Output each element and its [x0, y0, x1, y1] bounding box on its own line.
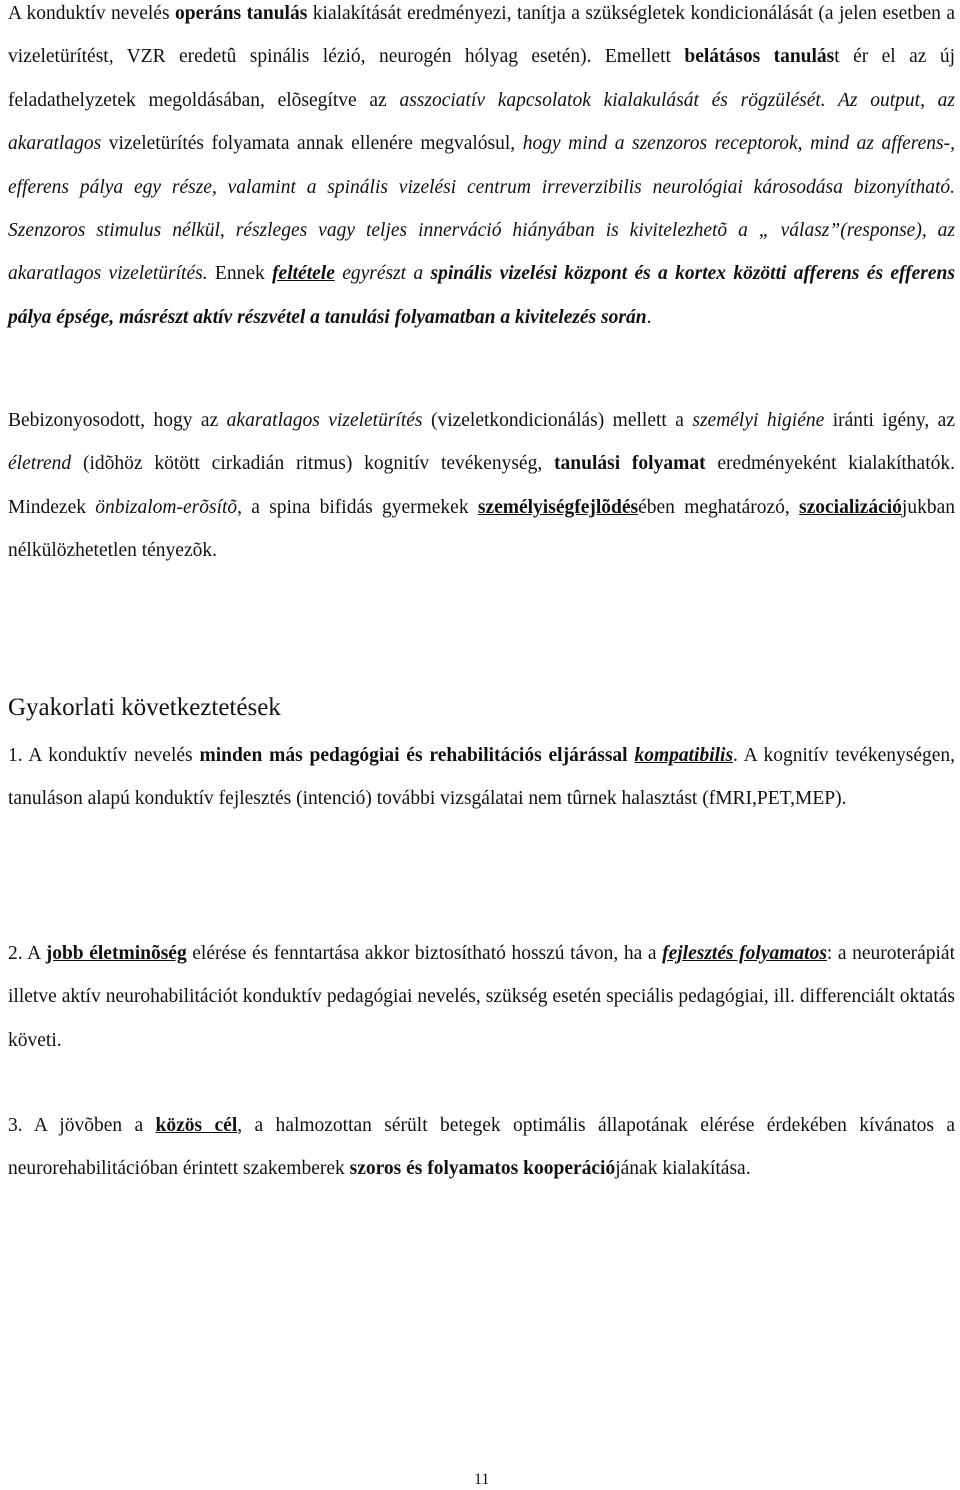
page-number: 11: [474, 1471, 490, 1488]
text-run: vizeletürítés folyamata annak ellenére megvalósul,: [101, 133, 523, 155]
italic-text: önbizalom-erõsítõ: [95, 496, 238, 518]
text-run: eredményeként kialakíthatók. Mindezek: [8, 453, 955, 518]
text-run: iránti igény, az: [824, 410, 955, 431]
bold-term: tanulási folyamat: [554, 453, 706, 475]
text-run: . A kognitív tevékenységen, tanuláson alapú konduktív fejlesztés (intenció) további vizsgálatai nem tûrnek halasztást (fMRI,PET,MEP).: [8, 745, 956, 810]
text-run: Bebizonyosodott, hogy az: [8, 410, 227, 431]
text-run: , a halmozottan sérült betegek optimális állapotának elérése érdekében kívánatos a neurorehabilitációban érintett szakemberek: [8, 1115, 955, 1180]
bold-underlined-term: szocializáció: [799, 496, 902, 518]
text-run: 3. A jövõben a: [8, 1115, 156, 1136]
text-run: 1. A konduktív nevelés: [8, 745, 200, 766]
bold-italic-text: spinális vizelési központ és a kortex közötti afferens és efferens pálya épsége, másrészt aktív részvétel a tanulási folyamatban a kivitelezés során: [8, 263, 955, 328]
paragraph-conductive-education: [8, 0, 955, 339]
bold-italic-underlined-term: fejlesztés folyamatos: [662, 943, 827, 964]
text-run: (idõhöz kötött cirkadián ritmus) kognitív tevékenység,: [71, 453, 555, 475]
paragraph-findings: [8, 399, 955, 573]
bold-underlined-term: jobb életminõség: [45, 943, 187, 964]
conclusion-item-3: [8, 1104, 955, 1191]
bold-term: belátásos tanulás: [684, 46, 835, 68]
text-run: kialakítását eredményezi, tanítja a szükségletek kondicionálását (a jelen esetben a vizeletürítést, VZR eredetû spinális lézió, neurogén hólyag esetén). Emellett: [8, 3, 955, 68]
bold-term: minden más pedagógiai és rehabilitációs eljárással: [199, 745, 628, 766]
conclusion-item-1: [8, 734, 955, 821]
text-run: t ér el az új feladathelyzetek megoldásában, elõsegítve az: [8, 46, 955, 111]
text-run: jának kialakítása.: [615, 1158, 751, 1180]
text-run: elérése és fenntartása akkor biztosítható hosszú távon, ha a: [186, 943, 663, 964]
conclusion-item-2: [8, 932, 955, 1062]
italic-text: akaratlagos vizeletürítés: [226, 410, 423, 431]
text-run: , a spina bifidás gyermekek: [237, 496, 478, 518]
bold-term: operáns tanulás: [175, 3, 308, 24]
text-run: 2. A: [8, 943, 46, 964]
bold-term: szoros és folyamatos kooperáció: [349, 1158, 616, 1180]
text-run: ében meghatározó,: [638, 496, 800, 518]
section-heading: Gyakorlati következtetések: [8, 694, 281, 721]
text-run: : a neuroterápiát illetve aktív neurohabilitációt konduktív pedagógiai nevelés, szükség esetén speciális pedagógiai, ill. differenciált oktatás követi.: [8, 943, 955, 1051]
bold-underlined-term: személyiségfejlõdés: [477, 496, 639, 518]
text-run: (vizeletkondicionálás) mellett a: [422, 410, 693, 431]
text-run: .: [646, 306, 652, 328]
document-page: [8, 0, 955, 1490]
italic-text: személyi higiéne: [692, 410, 825, 431]
bold-underlined-term: közös cél: [155, 1115, 238, 1136]
italic-text: egyrészt a: [342, 263, 431, 285]
italic-text: életrend: [8, 453, 72, 475]
bold-italic-underlined-term: feltétele: [272, 263, 335, 285]
italic-text: asszociatív kapcsolatok kialakulását és rögzülését. Az output, az akaratlagos: [8, 89, 956, 155]
bold-italic-underlined-term: kompatibilis: [634, 745, 734, 766]
text-run: Ennek: [207, 263, 273, 285]
italic-text: hogy mind a szenzoros receptorok, mind az afferens-, efferens pálya egy része, valamint a spinális vizelési centrum irreverzibilis neurológiai károsodása bizonyítható. Szenzoros stimulus nélkül, részleges vagy teljes innerváció hiányában is kivitelezhetõ a „ válasz”(response), az akaratlagos vizeletürítés.: [8, 133, 955, 285]
text-run: jukban nélkülözhetetlen tényezõk.: [8, 496, 955, 562]
text-run: A konduktív nevelés: [8, 3, 176, 24]
